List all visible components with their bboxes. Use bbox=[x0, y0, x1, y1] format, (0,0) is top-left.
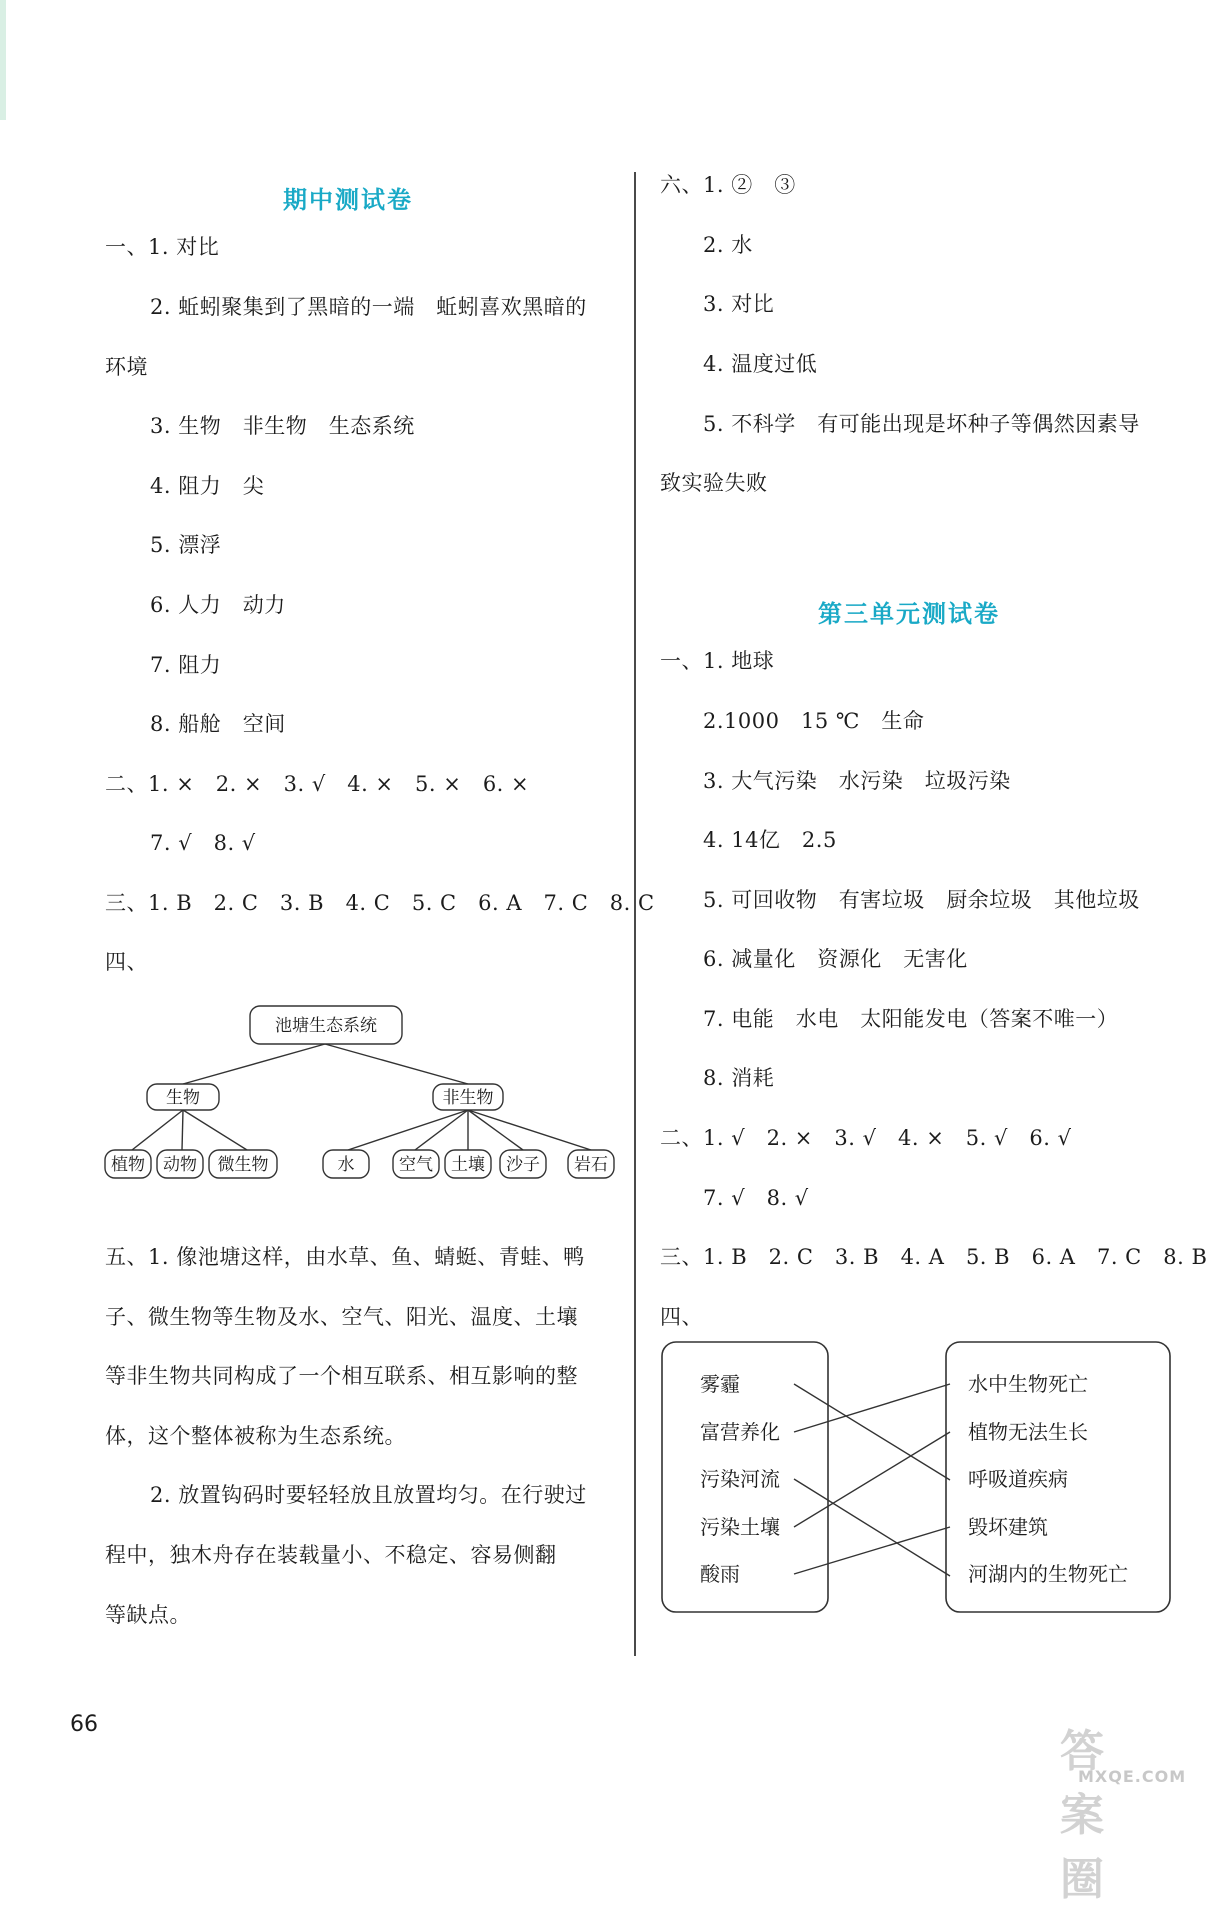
answer-line: 二、1. × 2. × 3. √ 4. × 5. × 6. × bbox=[105, 772, 530, 796]
answer-line: 三、1. B 2. C 3. B 4. A 5. B 6. A 7. C 8. B bbox=[660, 1245, 1208, 1269]
tree-leaf-label: 空气 bbox=[399, 1155, 433, 1175]
answer-line: 一、1. 对比 bbox=[105, 235, 220, 259]
answer-line: 六、1. ② ③ bbox=[660, 173, 796, 197]
watermark-url: MXQE.COM bbox=[1078, 1767, 1187, 1786]
tree-leaf-label: 水 bbox=[337, 1155, 355, 1175]
answer-line: 环境 bbox=[105, 355, 148, 379]
page-edge-stripe bbox=[0, 0, 6, 120]
answer-line: 2.1000 15 ℃ 生命 bbox=[703, 709, 925, 733]
answer-line: 三、1. B 2. C 3. B 4. C 5. C 6. A 7. C 8. C bbox=[105, 891, 655, 915]
answer-line: 4. 阻力 尖 bbox=[150, 474, 265, 498]
tree-leaf-label: 植物 bbox=[111, 1155, 145, 1175]
answer-line: 一、1. 地球 bbox=[660, 649, 775, 673]
answer-line: 6. 减量化 资源化 无害化 bbox=[703, 947, 968, 971]
match-left-item: 雾霾 bbox=[700, 1372, 740, 1396]
answer-line: 3. 生物 非生物 生态系统 bbox=[150, 414, 415, 438]
answer-line: 5. 漂浮 bbox=[150, 533, 222, 557]
match-left-item: 酸雨 bbox=[700, 1562, 740, 1586]
tree-leaf-label: 微生物 bbox=[217, 1155, 269, 1175]
answer-line: 5. 可回收物 有害垃圾 厨余垃圾 其他垃圾 bbox=[703, 888, 1140, 912]
match-right-item: 水中生物死亡 bbox=[968, 1372, 1088, 1396]
midterm-title: 期中测试卷 bbox=[283, 185, 413, 214]
answer-line: 8. 消耗 bbox=[703, 1066, 775, 1090]
ecosystem-tree-diagram bbox=[95, 998, 630, 1188]
answer-line: 2. 放置钩码时要轻轻放且放置均匀。在行驶过 bbox=[150, 1483, 587, 1507]
answer-line: 7. √ 8. √ bbox=[150, 831, 256, 855]
match-right-item: 河湖内的生物死亡 bbox=[968, 1562, 1128, 1586]
answer-line: 等缺点。 bbox=[105, 1603, 191, 1627]
answer-line: 2. 水 bbox=[703, 233, 753, 257]
answer-line: 等非生物共同构成了一个相互联系、相互影响的整 bbox=[105, 1364, 578, 1388]
answer-line: 2. 蚯蚓聚集到了黑暗的一端 蚯蚓喜欢黑暗的 bbox=[150, 295, 587, 319]
answer-line: 四、 bbox=[105, 950, 148, 974]
match-right-item: 植物无法生长 bbox=[968, 1420, 1088, 1444]
match-right-item: 毁坏建筑 bbox=[968, 1515, 1048, 1539]
tree-leaf-label: 土壤 bbox=[451, 1155, 485, 1175]
match-left-item: 污染土壤 bbox=[700, 1515, 780, 1539]
unit3-title: 第三单元测试卷 bbox=[818, 599, 1000, 628]
answer-line: 4. 14亿 2.5 bbox=[703, 828, 837, 852]
pollution-matching-diagram bbox=[658, 1338, 1178, 1618]
page-number: 66 bbox=[70, 1712, 98, 1737]
tree-leaf-label: 沙子 bbox=[506, 1155, 540, 1175]
watermark-text: 答案圈 bbox=[1060, 1726, 1108, 1905]
match-left-item: 富营养化 bbox=[700, 1420, 780, 1444]
answer-line: 致实验失败 bbox=[660, 471, 768, 495]
answer-line: 程中，独木舟存在装载量小、不稳定、容易侧翻 bbox=[105, 1543, 557, 1567]
answer-line: 五、1. 像池塘这样，由水草、鱼、蜻蜓、青蛙、鸭 bbox=[105, 1245, 585, 1269]
match-right-item: 呼吸道疾病 bbox=[968, 1467, 1068, 1491]
answer-line: 二、1. √ 2. × 3. √ 4. × 5. √ 6. √ bbox=[660, 1126, 1072, 1150]
tree-leaf-label: 岩石 bbox=[574, 1155, 608, 1175]
answer-line: 四、 bbox=[660, 1305, 703, 1329]
answer-line: 6. 人力 动力 bbox=[150, 593, 286, 617]
tree-branch-label: 生物 bbox=[166, 1088, 200, 1108]
tree-branch-label: 非生物 bbox=[442, 1088, 494, 1108]
answer-line: 8. 船舱 空间 bbox=[150, 712, 286, 736]
match-left-item: 污染河流 bbox=[700, 1467, 780, 1491]
answer-line: 3. 大气污染 水污染 垃圾污染 bbox=[703, 769, 1011, 793]
tree-root-label: 池塘生态系统 bbox=[275, 1016, 377, 1036]
answer-line: 4. 温度过低 bbox=[703, 352, 818, 376]
answer-line: 3. 对比 bbox=[703, 292, 775, 316]
answer-line: 7. √ 8. √ bbox=[703, 1186, 809, 1210]
answer-line: 体，这个整体被称为生态系统。 bbox=[105, 1424, 406, 1448]
answer-line: 5. 不科学 有可能出现是坏种子等偶然因素导 bbox=[703, 412, 1140, 436]
answer-line: 7. 阻力 bbox=[150, 653, 222, 677]
tree-leaf-label: 动物 bbox=[163, 1155, 197, 1175]
answer-line: 7. 电能 水电 太阳能发电（答案不唯一） bbox=[703, 1007, 1119, 1031]
answer-line: 子、微生物等生物及水、空气、阳光、温度、土壤 bbox=[105, 1305, 578, 1329]
